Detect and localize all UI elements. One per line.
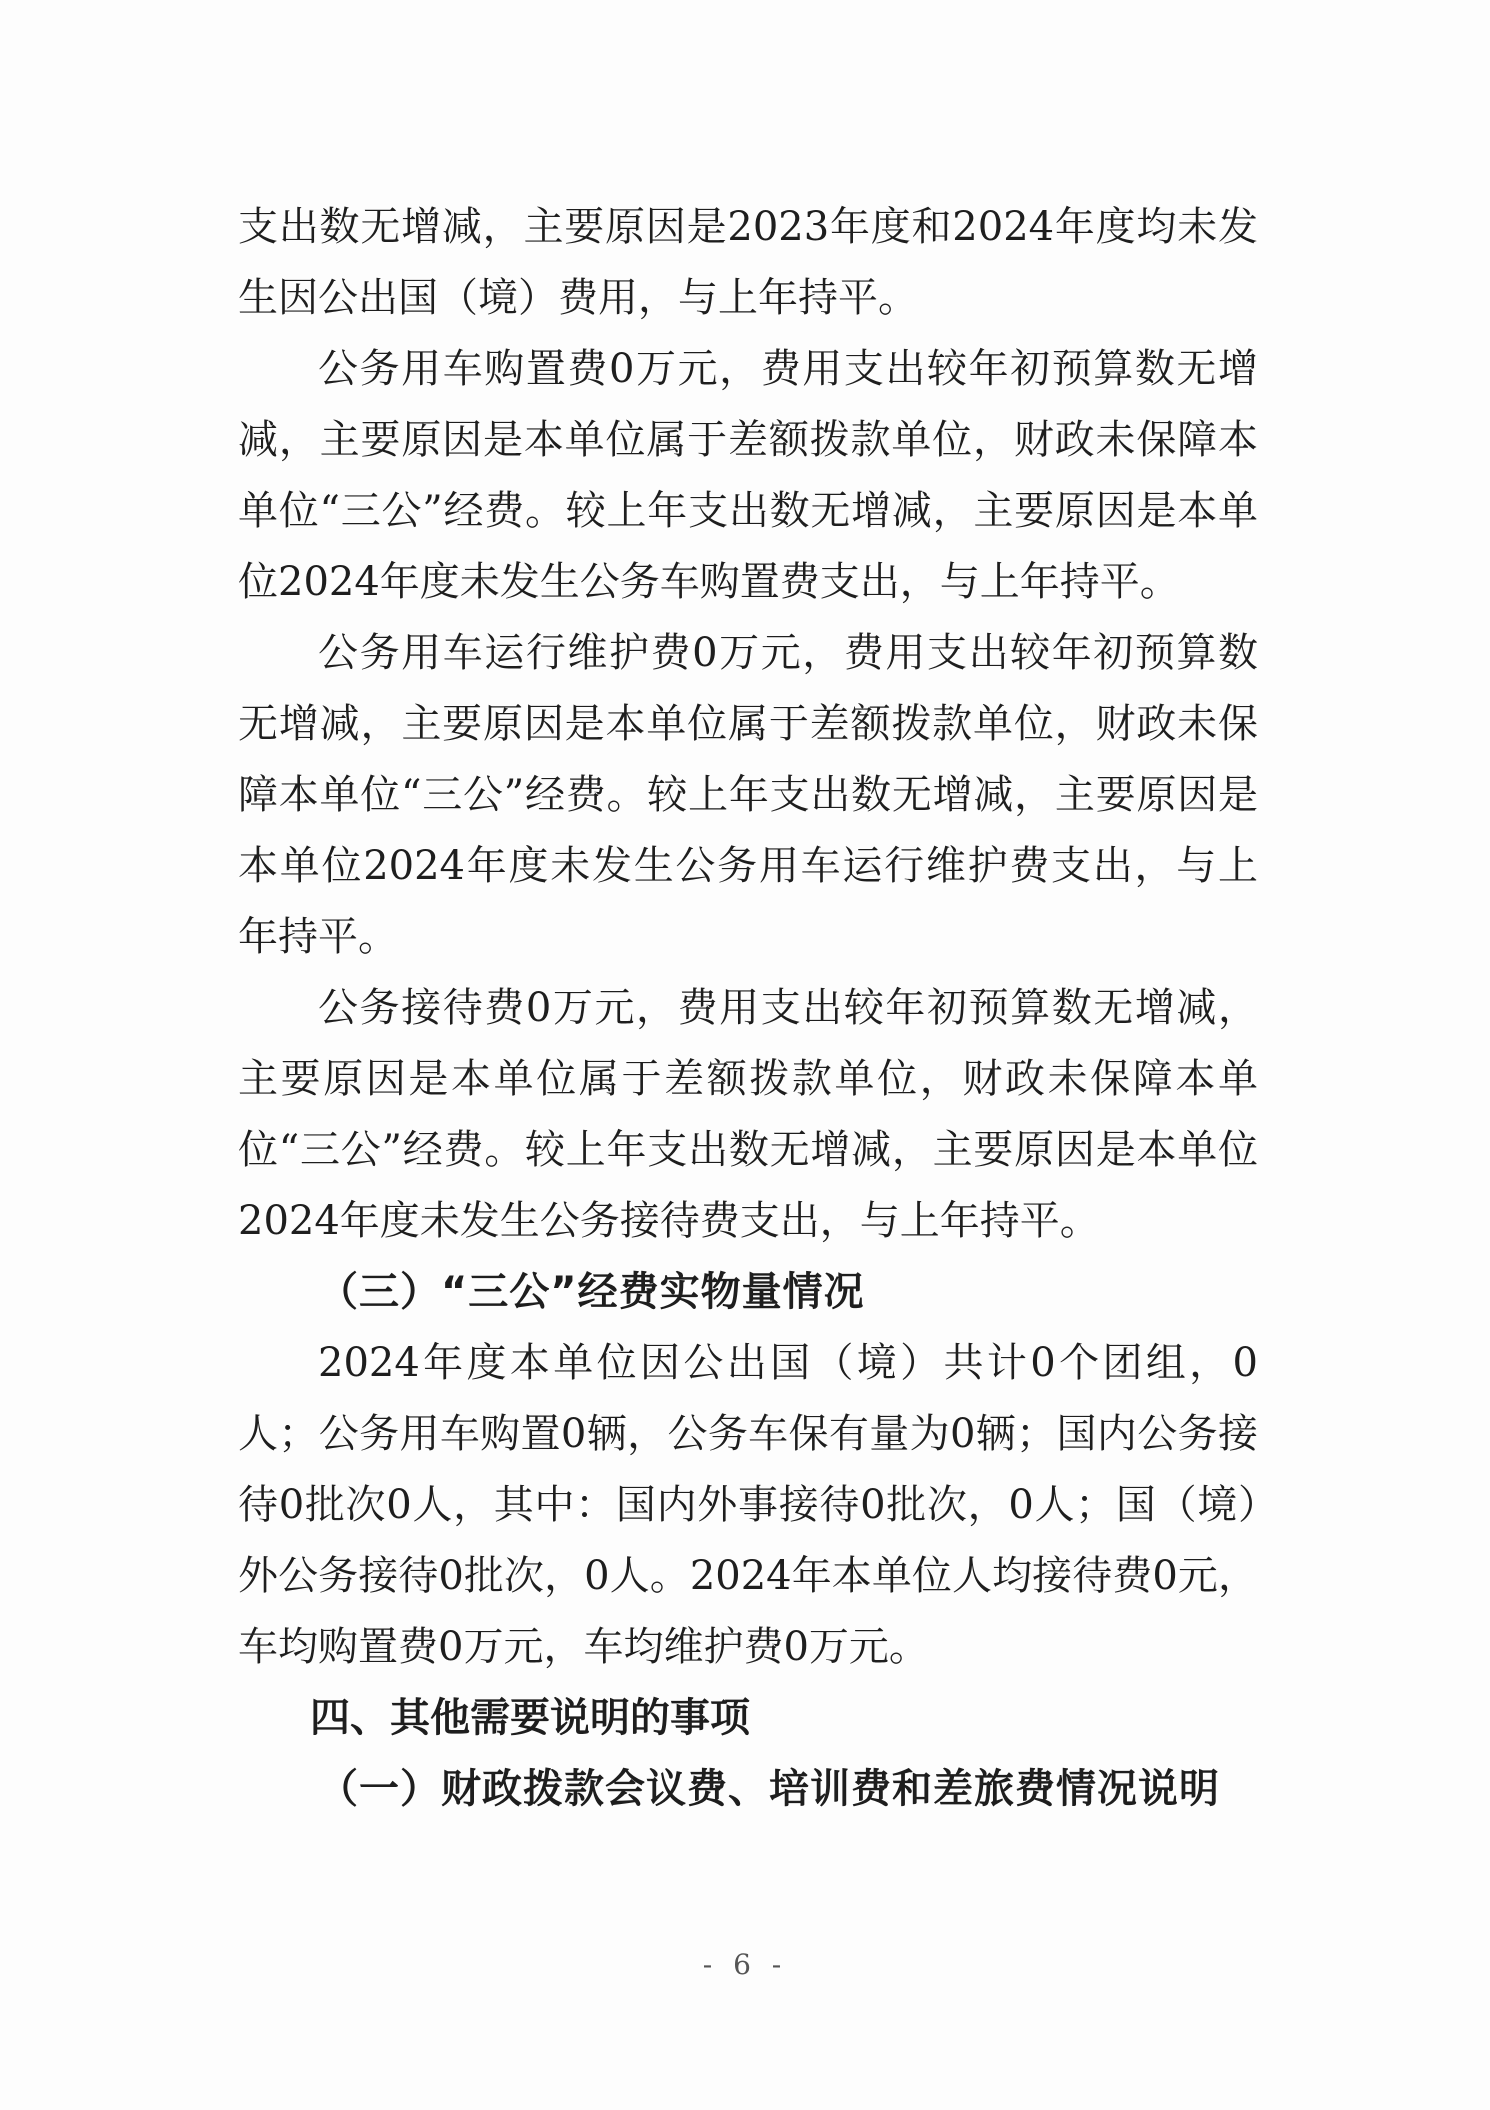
subheading-three-public-quantities: （三）“三公”经费实物量情况 xyxy=(318,1269,865,1315)
paragraph-reception: 公务接待费0万元，费用支出较年初预算数无增减，主要原因是本单位属于差额拨款单位，财政未保障本单位“三公”经费。较上年支出数无增减，主要原因是本单位2024年度未发生公务接待费支出，与上年持平。 xyxy=(238,985,1258,1244)
subheading-meeting-training-travel: （一）财政拨款会议费、培训费和差旅费情况说明 xyxy=(318,1766,1220,1812)
paragraph-vehicle-purchase: 公务用车购置费0万元，费用支出较年初预算数无增减，主要原因是本单位属于差额拨款单位，财政未保障本单位“三公”经费。较上年支出数无增减，主要原因是本单位2024年度未发生公务车购置费支出，与上年持平。 xyxy=(238,346,1258,605)
heading-other-matters: 四、其他需要说明的事项 xyxy=(310,1695,750,1741)
paragraph-quantities: 2024年度本单位因公出国（境）共计0个团组，0人；公务用车购置0辆，公务车保有量为0辆；国内公务接待0批次0人，其中：国内外事接待0批次，0人；国（境）外公务接待0批次，0人。2024年本单位人均接待费0元，车均购置费0万元，车均维护费0万元。 xyxy=(238,1340,1258,1670)
paragraph-foreign-travel-continued: 支出数无增减，主要原因是2023年度和2024年度均未发生因公出国（境）费用，与上年持平。 xyxy=(238,204,1258,321)
paragraph-vehicle-maintenance: 公务用车运行维护费0万元，费用支出较年初预算数无增减，主要原因是本单位属于差额拨款单位，财政未保障本单位“三公”经费。较上年支出数无增减，主要原因是本单位2024年度未发生公务用车运行维护费支出，与上年持平。 xyxy=(238,630,1258,960)
document-body xyxy=(238,192,1258,1825)
page-number: - 6 - xyxy=(702,1948,788,1981)
